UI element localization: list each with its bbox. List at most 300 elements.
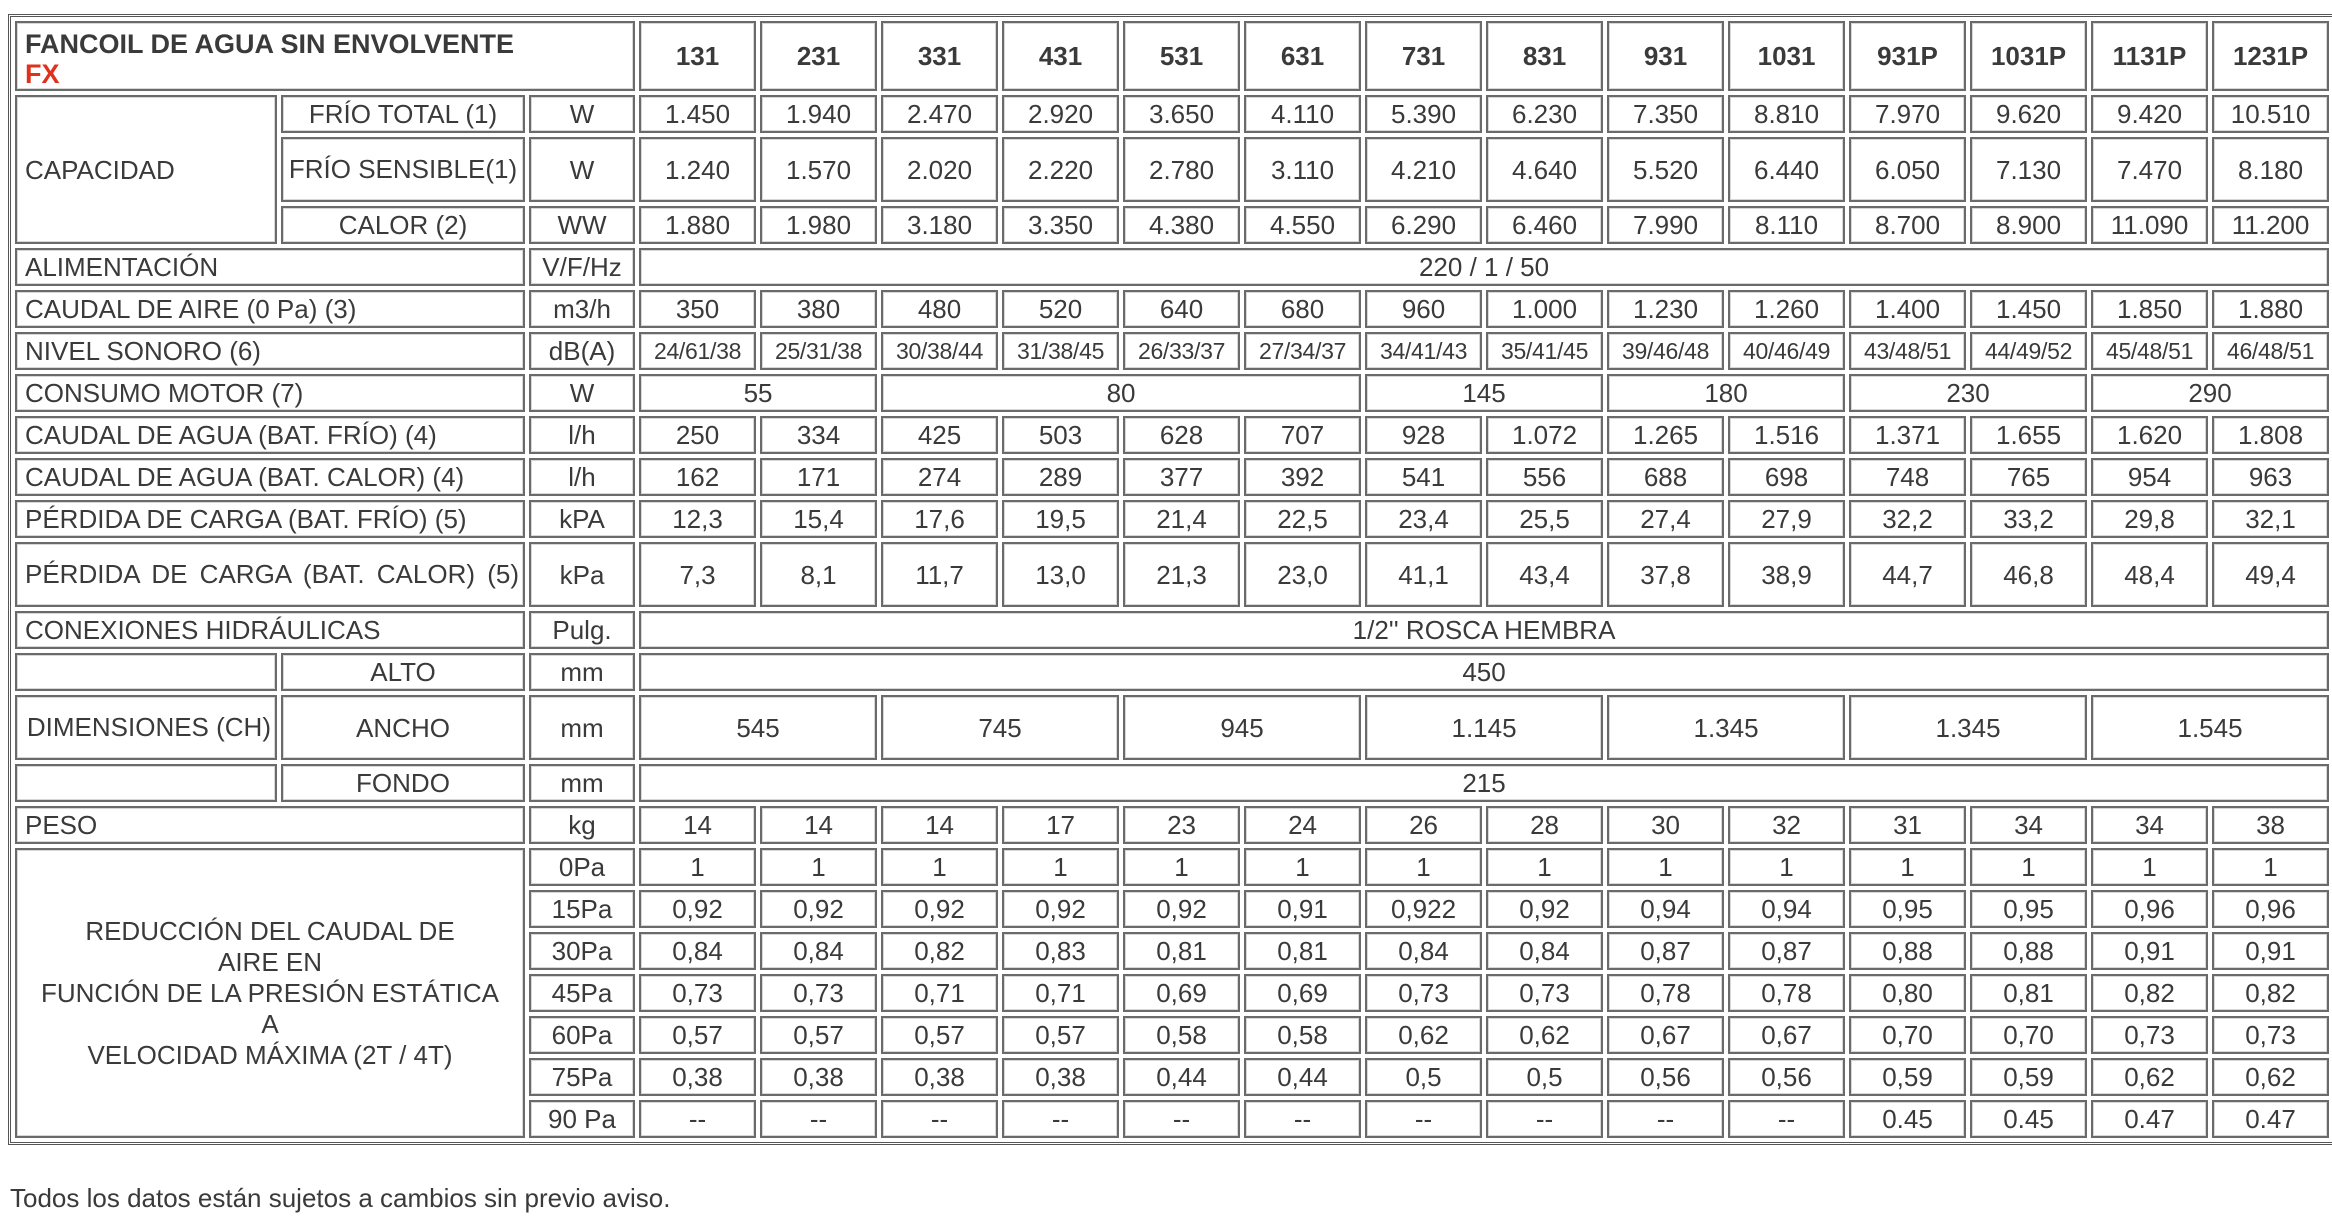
value-cell: 32,1 xyxy=(2212,500,2329,538)
value-cell: 0,73 xyxy=(1365,974,1482,1012)
value-cell: 698 xyxy=(1728,458,1845,496)
value-cell: 0,56 xyxy=(1728,1058,1845,1096)
table-title-cell xyxy=(15,21,635,91)
value-cell: 55 xyxy=(639,374,877,412)
value-cell: 0,94 xyxy=(1607,890,1724,928)
value-cell: 0,88 xyxy=(1849,932,1966,970)
value-cell: 0,87 xyxy=(1607,932,1724,970)
value-cell: -- xyxy=(1002,1100,1119,1138)
value-cell: 7.970 xyxy=(1849,95,1966,133)
model-header: 231 xyxy=(760,21,877,91)
calor-label: CALOR (2) xyxy=(281,206,525,244)
value-cell: 11.090 xyxy=(2091,206,2208,244)
reduccion-label-line: A xyxy=(261,1008,279,1039)
value-cell: 377 xyxy=(1123,458,1240,496)
value-cell: 1.516 xyxy=(1728,416,1845,454)
value-cell: 0,62 xyxy=(2091,1058,2208,1096)
value-cell: 1 xyxy=(1365,848,1482,886)
value-cell: 0,71 xyxy=(1002,974,1119,1012)
unit-cell: dB(A) xyxy=(529,332,635,370)
value-cell: 26 xyxy=(1365,806,1482,844)
model-header: 1031 xyxy=(1728,21,1845,91)
value-cell: 628 xyxy=(1123,416,1240,454)
pressure-cell: 60Pa xyxy=(529,1016,635,1054)
table-row xyxy=(15,332,2329,370)
value-cell: 1 xyxy=(1607,848,1724,886)
value-cell: 1.940 xyxy=(760,95,877,133)
unit-cell: mm xyxy=(529,764,635,802)
value-cell: 963 xyxy=(2212,458,2329,496)
value-cell: 1 xyxy=(1486,848,1603,886)
value-cell: 545 xyxy=(639,695,877,760)
specifications-table xyxy=(8,14,2332,1145)
value-cell: 2.220 xyxy=(1002,137,1119,202)
pressure-cell: 90 Pa xyxy=(529,1100,635,1138)
value-cell: 1.850 xyxy=(2091,290,2208,328)
frio-total-label: FRÍO TOTAL (1) xyxy=(281,95,525,133)
value-cell: 4.110 xyxy=(1244,95,1361,133)
value-cell: 3.650 xyxy=(1123,95,1240,133)
value-cell: 1.371 xyxy=(1849,416,1966,454)
value-cell: 350 xyxy=(639,290,756,328)
value-cell: 0,87 xyxy=(1728,932,1845,970)
model-header: 831 xyxy=(1486,21,1603,91)
value-cell: 44/49/52 xyxy=(1970,332,2087,370)
value-cell: 6.460 xyxy=(1486,206,1603,244)
value-cell: 43,4 xyxy=(1486,542,1603,607)
value-cell: 688 xyxy=(1607,458,1724,496)
value-cell: 0,91 xyxy=(2212,932,2329,970)
header-row xyxy=(15,21,2329,91)
value-cell: 33,2 xyxy=(1970,500,2087,538)
value-cell: 0,84 xyxy=(639,932,756,970)
caudal-agua-frio-label: CAUDAL DE AGUA (BAT. FRÍO) (4) xyxy=(15,416,525,454)
value-cell: 7.130 xyxy=(1970,137,2087,202)
unit-cell: kPA xyxy=(529,500,635,538)
value-cell: 0,69 xyxy=(1244,974,1361,1012)
value-cell: -- xyxy=(1123,1100,1240,1138)
value-cell: 0,44 xyxy=(1123,1058,1240,1096)
value-cell: 0,57 xyxy=(760,1016,877,1054)
value-cell: 954 xyxy=(2091,458,2208,496)
table-row xyxy=(15,542,2329,607)
value-cell: 1.345 xyxy=(1849,695,2087,760)
value-cell: 41,1 xyxy=(1365,542,1482,607)
value-cell: 7.470 xyxy=(2091,137,2208,202)
value-cell: 1.570 xyxy=(760,137,877,202)
value-cell: 0.45 xyxy=(1849,1100,1966,1138)
table-row xyxy=(15,374,2329,412)
value-cell: 289 xyxy=(1002,458,1119,496)
model-header: 1031P xyxy=(1970,21,2087,91)
pressure-cell: 30Pa xyxy=(529,932,635,970)
value-cell: 0,88 xyxy=(1970,932,2087,970)
value-cell: 0,71 xyxy=(881,974,998,1012)
peso-label: PESO xyxy=(15,806,525,844)
value-cell: 680 xyxy=(1244,290,1361,328)
table-subtitle: FX xyxy=(25,59,60,89)
value-cell: 0,5 xyxy=(1486,1058,1603,1096)
value-cell: 1.880 xyxy=(2212,290,2329,328)
value-cell: 21,4 xyxy=(1123,500,1240,538)
pressure-cell: 15Pa xyxy=(529,890,635,928)
value-cell: 35/41/45 xyxy=(1486,332,1603,370)
value-cell: 31 xyxy=(1849,806,1966,844)
value-cell: 0.47 xyxy=(2212,1100,2329,1138)
value-cell: 1 xyxy=(760,848,877,886)
value-cell: 3.350 xyxy=(1002,206,1119,244)
value-cell: 4.640 xyxy=(1486,137,1603,202)
value-cell: 707 xyxy=(1244,416,1361,454)
table-row xyxy=(15,416,2329,454)
value-cell: 556 xyxy=(1486,458,1603,496)
value-cell: 9.620 xyxy=(1970,95,2087,133)
model-header: 131 xyxy=(639,21,756,91)
value-cell: 162 xyxy=(639,458,756,496)
value-cell: 1 xyxy=(2091,848,2208,886)
value-cell: 1.000 xyxy=(1486,290,1603,328)
blank-cell xyxy=(15,764,277,802)
value-cell: 0,67 xyxy=(1728,1016,1845,1054)
value-cell: 392 xyxy=(1244,458,1361,496)
alimentacion-value: 220 / 1 / 50 xyxy=(639,248,2329,286)
value-cell: 145 xyxy=(1365,374,1603,412)
value-cell: 8,1 xyxy=(760,542,877,607)
value-cell: 28 xyxy=(1486,806,1603,844)
value-cell: 30/38/44 xyxy=(881,332,998,370)
value-cell: 5.520 xyxy=(1607,137,1724,202)
value-cell: 1.450 xyxy=(639,95,756,133)
value-cell: 541 xyxy=(1365,458,1482,496)
table-row xyxy=(15,248,2329,286)
value-cell: 8.700 xyxy=(1849,206,1966,244)
value-cell: 1.980 xyxy=(760,206,877,244)
unit-cell: l/h xyxy=(529,458,635,496)
value-cell: 1.400 xyxy=(1849,290,1966,328)
nivel-sonoro-label: NIVEL SONORO (6) xyxy=(15,332,525,370)
value-cell: -- xyxy=(1607,1100,1724,1138)
value-cell: 27/34/37 xyxy=(1244,332,1361,370)
model-header: 631 xyxy=(1244,21,1361,91)
value-cell: 1.808 xyxy=(2212,416,2329,454)
value-cell: 1.072 xyxy=(1486,416,1603,454)
value-cell: 0,5 xyxy=(1365,1058,1482,1096)
model-header: 1231P xyxy=(2212,21,2329,91)
unit-cell: l/h xyxy=(529,416,635,454)
value-cell: 1 xyxy=(1849,848,1966,886)
value-cell: 960 xyxy=(1365,290,1482,328)
unit-cell: W xyxy=(529,137,635,202)
value-cell: 1.450 xyxy=(1970,290,2087,328)
reduccion-label-line: AIRE EN xyxy=(217,946,323,977)
unit-cell: mm xyxy=(529,695,635,760)
value-cell: 0,81 xyxy=(1123,932,1240,970)
value-cell: 748 xyxy=(1849,458,1966,496)
value-cell: 23 xyxy=(1123,806,1240,844)
value-cell: 0,91 xyxy=(2091,932,2208,970)
value-cell: 0,70 xyxy=(1970,1016,2087,1054)
value-cell: 0,92 xyxy=(1486,890,1603,928)
value-cell: 250 xyxy=(639,416,756,454)
reduccion-label xyxy=(15,848,525,1138)
value-cell: 0,62 xyxy=(1365,1016,1482,1054)
table-row xyxy=(15,806,2329,844)
table-row xyxy=(15,290,2329,328)
value-cell: 11.200 xyxy=(2212,206,2329,244)
value-cell: 6.050 xyxy=(1849,137,1966,202)
value-cell: 274 xyxy=(881,458,998,496)
value-cell: 24 xyxy=(1244,806,1361,844)
value-cell: 0.47 xyxy=(2091,1100,2208,1138)
table-row xyxy=(15,848,2329,886)
value-cell: 12,3 xyxy=(639,500,756,538)
value-cell: 7,3 xyxy=(639,542,756,607)
caudal-aire-label: CAUDAL DE AIRE (0 Pa) (3) xyxy=(15,290,525,328)
value-cell: 45/48/51 xyxy=(2091,332,2208,370)
table-row xyxy=(15,611,2329,649)
value-cell: 1.345 xyxy=(1607,695,1845,760)
value-cell: 0,62 xyxy=(1486,1016,1603,1054)
alimentacion-label: ALIMENTACIÓN xyxy=(15,248,525,286)
value-cell: 19,5 xyxy=(1002,500,1119,538)
value-cell: 0,44 xyxy=(1244,1058,1361,1096)
value-cell: 0,57 xyxy=(639,1016,756,1054)
value-cell: 17 xyxy=(1002,806,1119,844)
value-cell: 0,81 xyxy=(1244,932,1361,970)
value-cell: 13,0 xyxy=(1002,542,1119,607)
conexiones-value: 1/2'' ROSCA HEMBRA xyxy=(639,611,2329,649)
value-cell: 30 xyxy=(1607,806,1724,844)
value-cell: 0,922 xyxy=(1365,890,1482,928)
table-title: FANCOIL DE AGUA SIN ENVOLVENTE xyxy=(25,29,515,59)
value-cell: 520 xyxy=(1002,290,1119,328)
model-header: 731 xyxy=(1365,21,1482,91)
unit-cell: WW xyxy=(529,206,635,244)
caudal-agua-calor-label: CAUDAL DE AGUA (BAT. CALOR) (4) xyxy=(15,458,525,496)
value-cell: 4.550 xyxy=(1244,206,1361,244)
value-cell: 6.440 xyxy=(1728,137,1845,202)
conexiones-label: CONEXIONES HIDRÁULICAS xyxy=(15,611,525,649)
pressure-cell: 0Pa xyxy=(529,848,635,886)
value-cell: 0,80 xyxy=(1849,974,1966,1012)
unit-cell: kPa xyxy=(529,542,635,607)
value-cell: 1 xyxy=(1123,848,1240,886)
value-cell: 0,95 xyxy=(1970,890,2087,928)
value-cell: 928 xyxy=(1365,416,1482,454)
table-row xyxy=(15,95,2329,133)
value-cell: 0,82 xyxy=(2212,974,2329,1012)
model-header: 1131P xyxy=(2091,21,2208,91)
value-cell: 0,73 xyxy=(639,974,756,1012)
value-cell: 46/48/51 xyxy=(2212,332,2329,370)
value-cell: 0,62 xyxy=(2212,1058,2329,1096)
value-cell: 1 xyxy=(2212,848,2329,886)
reduccion-label-line: FUNCIÓN DE LA PRESIÓN ESTÁTICA xyxy=(41,977,499,1008)
value-cell: 0,84 xyxy=(760,932,877,970)
value-cell: 37,8 xyxy=(1607,542,1724,607)
value-cell: 640 xyxy=(1123,290,1240,328)
value-cell: 1.655 xyxy=(1970,416,2087,454)
pressure-cell: 75Pa xyxy=(529,1058,635,1096)
value-cell: 15,4 xyxy=(760,500,877,538)
value-cell: 14 xyxy=(639,806,756,844)
blank-cell xyxy=(15,653,277,691)
pressure-cell: 45Pa xyxy=(529,974,635,1012)
value-cell: 11,7 xyxy=(881,542,998,607)
frio-sensible-label: FRÍO SENSIBLE(1) xyxy=(281,137,525,202)
value-cell: 0,73 xyxy=(2212,1016,2329,1054)
value-cell: 25/31/38 xyxy=(760,332,877,370)
value-cell: 0,92 xyxy=(760,890,877,928)
value-cell: 0,38 xyxy=(639,1058,756,1096)
value-cell: 1.545 xyxy=(2091,695,2329,760)
value-cell: 0,81 xyxy=(1970,974,2087,1012)
model-header: 531 xyxy=(1123,21,1240,91)
value-cell: 32,2 xyxy=(1849,500,1966,538)
value-cell: 14 xyxy=(881,806,998,844)
value-cell: 21,3 xyxy=(1123,542,1240,607)
value-cell: 6.290 xyxy=(1365,206,1482,244)
value-cell: 745 xyxy=(881,695,1119,760)
value-cell: 46,8 xyxy=(1970,542,2087,607)
value-cell: 0,59 xyxy=(1970,1058,2087,1096)
value-cell: 1 xyxy=(881,848,998,886)
value-cell: 26/33/37 xyxy=(1123,332,1240,370)
value-cell: 8.900 xyxy=(1970,206,2087,244)
value-cell: 1.620 xyxy=(2091,416,2208,454)
value-cell: 1.145 xyxy=(1365,695,1603,760)
value-cell: 25,5 xyxy=(1486,500,1603,538)
value-cell: 0,59 xyxy=(1849,1058,1966,1096)
model-header: 931P xyxy=(1849,21,1966,91)
value-cell: 3.180 xyxy=(881,206,998,244)
unit-cell: W xyxy=(529,95,635,133)
value-cell: 8.180 xyxy=(2212,137,2329,202)
consumo-motor-label: CONSUMO MOTOR (7) xyxy=(15,374,525,412)
value-cell: 0,57 xyxy=(881,1016,998,1054)
value-cell: 0,84 xyxy=(1486,932,1603,970)
model-header: 931 xyxy=(1607,21,1724,91)
value-cell: -- xyxy=(1365,1100,1482,1138)
value-cell: -- xyxy=(1486,1100,1603,1138)
unit-cell: Pulg. xyxy=(529,611,635,649)
value-cell: 2.020 xyxy=(881,137,998,202)
value-cell: 0,96 xyxy=(2091,890,2208,928)
footnote: Todos los datos están sujetos a cambios sin previo aviso. xyxy=(10,1183,671,1213)
ancho-label: ANCHO xyxy=(281,695,525,760)
value-cell: 0,92 xyxy=(1123,890,1240,928)
value-cell: 1.260 xyxy=(1728,290,1845,328)
value-cell: 1 xyxy=(1970,848,2087,886)
value-cell: 7.350 xyxy=(1607,95,1724,133)
value-cell: 2.470 xyxy=(881,95,998,133)
value-cell: 34/41/43 xyxy=(1365,332,1482,370)
value-cell: 27,4 xyxy=(1607,500,1724,538)
table-row xyxy=(15,137,2329,202)
value-cell: 0,58 xyxy=(1123,1016,1240,1054)
value-cell: 2.920 xyxy=(1002,95,1119,133)
value-cell: 0,92 xyxy=(1002,890,1119,928)
table-row xyxy=(15,206,2329,244)
value-cell: 0,78 xyxy=(1607,974,1724,1012)
fondo-label: FONDO xyxy=(281,764,525,802)
value-cell: 1 xyxy=(1728,848,1845,886)
value-cell: -- xyxy=(881,1100,998,1138)
value-cell: 23,4 xyxy=(1365,500,1482,538)
perdida-calor-label: PÉRDIDA DE CARGA (BAT. CALOR) (5) xyxy=(15,542,525,607)
value-cell: 8.110 xyxy=(1728,206,1845,244)
value-cell: 43/48/51 xyxy=(1849,332,1966,370)
value-cell: 171 xyxy=(760,458,877,496)
value-cell: -- xyxy=(639,1100,756,1138)
value-cell: 1.265 xyxy=(1607,416,1724,454)
value-cell: 17,6 xyxy=(881,500,998,538)
unit-cell: mm xyxy=(529,653,635,691)
value-cell: 40/46/49 xyxy=(1728,332,1845,370)
value-cell: -- xyxy=(1728,1100,1845,1138)
model-header: 331 xyxy=(881,21,998,91)
value-cell: 29,8 xyxy=(2091,500,2208,538)
value-cell: 1.230 xyxy=(1607,290,1724,328)
value-cell: 0,78 xyxy=(1728,974,1845,1012)
value-cell: 80 xyxy=(881,374,1361,412)
spec-sheet xyxy=(8,14,2324,1145)
alto-value: 450 xyxy=(639,653,2329,691)
unit-cell: kg xyxy=(529,806,635,844)
value-cell: 0,73 xyxy=(760,974,877,1012)
value-cell: 180 xyxy=(1607,374,1845,412)
table-row xyxy=(15,458,2329,496)
fondo-value: 215 xyxy=(639,764,2329,802)
value-cell: 0,38 xyxy=(760,1058,877,1096)
value-cell: 3.110 xyxy=(1244,137,1361,202)
value-cell: 24/61/38 xyxy=(639,332,756,370)
value-cell: 1 xyxy=(639,848,756,886)
value-cell: 4.210 xyxy=(1365,137,1482,202)
value-cell: 0,69 xyxy=(1123,974,1240,1012)
value-cell: 0,67 xyxy=(1607,1016,1724,1054)
value-cell: 31/38/45 xyxy=(1002,332,1119,370)
value-cell: 10.510 xyxy=(2212,95,2329,133)
value-cell: 44,7 xyxy=(1849,542,1966,607)
table-row xyxy=(15,695,2329,760)
value-cell: 1.240 xyxy=(639,137,756,202)
value-cell: 48,4 xyxy=(2091,542,2208,607)
value-cell: -- xyxy=(1244,1100,1361,1138)
value-cell: 0,73 xyxy=(1486,974,1603,1012)
alto-label: ALTO xyxy=(281,653,525,691)
reduccion-label-line: REDUCCIÓN DEL CAUDAL DE xyxy=(85,915,455,946)
unit-cell: V/F/Hz xyxy=(529,248,635,286)
value-cell: 0,82 xyxy=(2091,974,2208,1012)
value-cell: 23,0 xyxy=(1244,542,1361,607)
value-cell: -- xyxy=(760,1100,877,1138)
value-cell: 0,38 xyxy=(1002,1058,1119,1096)
value-cell: 6.230 xyxy=(1486,95,1603,133)
value-cell: 1 xyxy=(1244,848,1361,886)
value-cell: 0,73 xyxy=(2091,1016,2208,1054)
capacidad-label: CAPACIDAD xyxy=(15,95,277,244)
unit-cell: m3/h xyxy=(529,290,635,328)
value-cell: 425 xyxy=(881,416,998,454)
unit-cell: W xyxy=(529,374,635,412)
value-cell: 0.45 xyxy=(1970,1100,2087,1138)
value-cell: 0,58 xyxy=(1244,1016,1361,1054)
table-row xyxy=(15,653,2329,691)
value-cell: 49,4 xyxy=(2212,542,2329,607)
value-cell: 1.880 xyxy=(639,206,756,244)
table-row xyxy=(15,764,2329,802)
